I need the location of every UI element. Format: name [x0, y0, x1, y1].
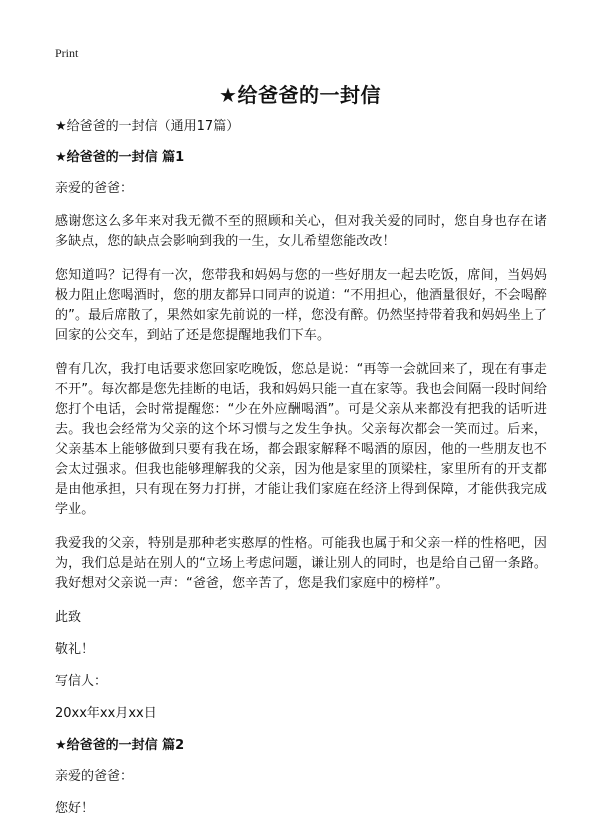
letter-closing: 此致 — [55, 610, 82, 625]
letter-signer-label: 写信人： — [55, 674, 108, 689]
section-heading-1: ★给爸爸的一封信 篇1 — [55, 150, 185, 165]
letter-paragraph-4: 我爱我的父亲，特别是那种老实憨厚的性格。可能我也属于和父亲一样的性格吧，因为，我们总是站在别人的“立场上考虑问题，谦让别人的同时，也是给自己留一条路。我好想对父亲说一声：“爸爸，您辛苦了，您是我们家庭中的榜样”。 — [55, 536, 547, 591]
letter-date: 20xx年xx月xx日 — [55, 706, 157, 721]
letter-salute: 敬礼！ — [55, 642, 95, 657]
print-link[interactable]: Print — [55, 46, 79, 60]
section-heading-2: ★给爸爸的一封信 篇2 — [55, 738, 185, 753]
letter-greeting-1: 亲爱的爸爸： — [55, 181, 134, 196]
document-body — [55, 117, 547, 831]
letter-paragraph-1: 感谢您这么多年来对我无微不至的照顾和关心，但对我关爱的同时，您自身也存在诸多缺点，您的缺点会影响到我的一生，女儿希望您能改改！ — [55, 214, 547, 249]
document-subtitle: ★给爸爸的一封信（通用17篇） — [55, 119, 240, 134]
page-title: ★给爸爸的一封信 — [219, 83, 381, 107]
letter-paragraph-2: 您知道吗？记得有一次，您带我和妈妈与您的一些好朋友一起去吃饭，席间，当妈妈极力阻止您喝酒时，您的朋友都异口同声的说道：“不用担心，他酒量很好，不会喝醉的”。最后席散了，果然如家先前说的一样，您没有醉。仍然坚持带着我和妈妈坐上了回家的公交车，到站了还是您提醒地我们下车。 — [55, 268, 547, 343]
letter-opening-2: 您好！ — [55, 801, 95, 816]
letter-paragraph-3: 曾有几次，我打电话要求您回家吃晚饭，您总是说：“再等一会就回来了，现在有事走不开”。每次都是您先挂断的电话，我和妈妈只能一直在家等。我也会间隔一段时间给您打个电话，会时常提醒您：“少在外应酬喝酒”。可是父亲从来都没有把我的话听进去。我也会经常为父亲的这个坏习惯与之发生争执。父亲每次都会一笑而过。后来，父亲基本上能够做到只要有我在场，都会跟家解释不喝酒的原因，他的一些朋友也不会太过强求。但我也能够理解我的父亲，因为他是家里的顶梁柱，家里所有的开支都是由他承担，只有现在努力打拼，才能让我们家庭在经济上得到保障，才能供我完成学业。 — [55, 362, 547, 517]
letter-greeting-2: 亲爱的爸爸： — [55, 769, 134, 784]
